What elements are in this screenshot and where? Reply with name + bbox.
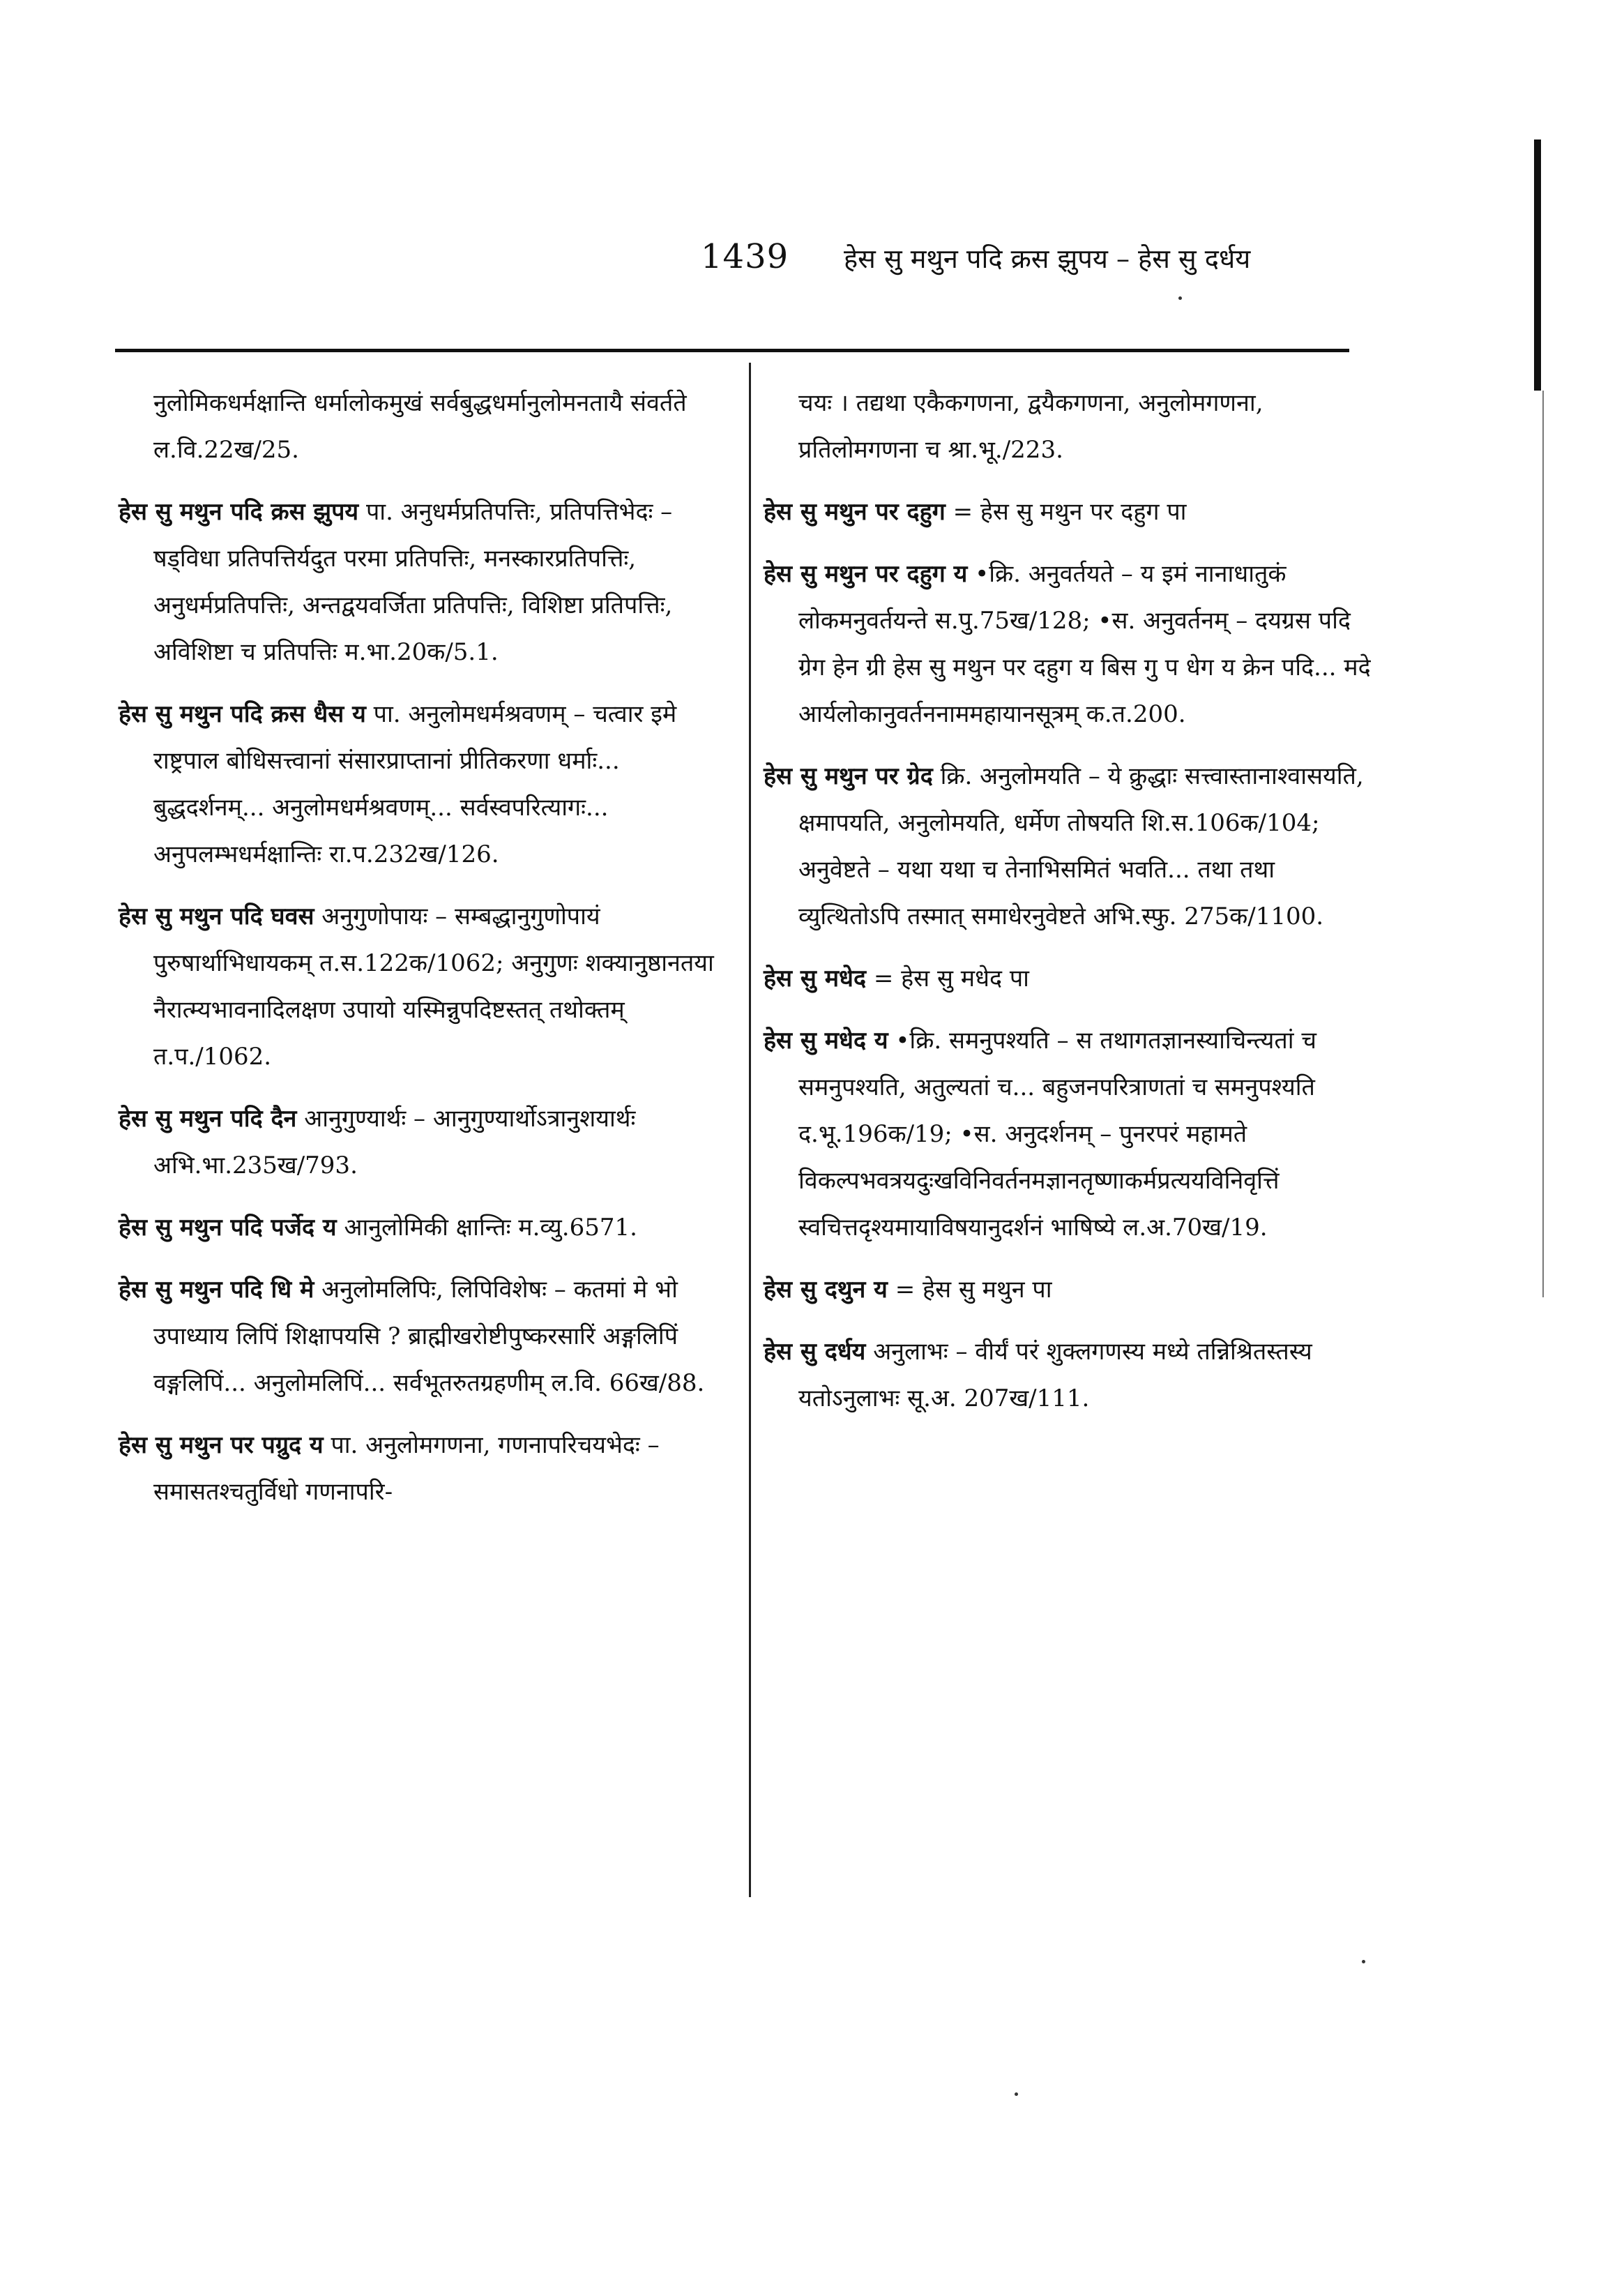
- dictionary-entry: [119, 1096, 732, 1189]
- entry-text: चयः । तद्यथा एकैकगणना, द्वयैकगणना, अनुलोमगणना, प्रतिलोमगणना च श्रा.भू./223.: [798, 389, 1263, 464]
- page-number: 1439: [701, 237, 789, 276]
- header-rule: [115, 349, 1349, 352]
- headword: हेस सु दथुन य: [764, 1276, 888, 1304]
- entry-text: अनुलोमलिपिः, लिपिविशेषः – कतमां मे भो उपाध्याय लिपिं शिक्षापयसि ? ब्राह्मीखरोष्टीपुष्करसारिं अङ्गलिपिं वङ्गलिपिं... अनुलोमलिपिं... सर्वभूतरुतग्रहणीम् ल.वि. 66ख/88.: [153, 1276, 705, 1397]
- dictionary-entry: [764, 380, 1377, 474]
- headword: हेस सु मथुन पर दहुग य: [764, 560, 968, 588]
- headword: हेस सु मथुन पदि पर्जेद य: [119, 1214, 337, 1242]
- headword: हेस सु मथुन पदि घवस: [119, 903, 314, 930]
- column-divider: [749, 363, 751, 1897]
- headword: हेस सु मथुन पर पग्रुद य: [119, 1431, 324, 1459]
- headword: हेस सु मधेद य: [764, 1027, 888, 1055]
- dictionary-entry: [764, 956, 1377, 1002]
- running-head: हेस सु मथुन पदि क्रस झुपय – हेस सु दर्धय: [844, 243, 1251, 274]
- dictionary-entry: [764, 753, 1377, 940]
- entry-text: = हेस सु मथुन पर दहुग पा: [953, 498, 1187, 526]
- entry-text: = हेस सु मथुन पा: [895, 1276, 1052, 1304]
- entry-text: •क्रि. अनुवर्तयते – य इमं नानाधातुकं लोकमनुवर्तयन्ते स.पु.75ख/128; •स. अनुवर्तनम् – दयग्रस पदि ग्रेग हेन ग्री हेस सु मथुन पर दहुग य बिस गु प धेग य क्रेन पदि... मदे आर्यलोकानुवर्तननाममहायानसूत्रम् क.त.200.: [798, 560, 1371, 728]
- scan-speck: [1362, 1960, 1365, 1963]
- dictionary-entry: [764, 489, 1377, 536]
- headword: हेस सु मथुन पदि क्रस धैस य: [119, 700, 366, 728]
- scan-edge-line: [1542, 391, 1544, 1297]
- entry-text: नुलोमिकधर्मक्षान्ति धर्मालोकमुखं सर्वबुद्धधर्मानुलोमनतायै संवर्तते ल.वि.22ख/25.: [153, 389, 687, 464]
- headword: हेस सु दर्धय: [764, 1338, 866, 1366]
- headword: हेस सु मथुन पदि दैन: [119, 1105, 297, 1133]
- dictionary-entry: [119, 380, 732, 474]
- page-header: [0, 237, 1624, 293]
- dictionary-entry: [119, 489, 732, 676]
- scan-speck: [1178, 296, 1182, 300]
- dictionary-entry: [119, 1205, 732, 1251]
- headword: हेस सु मधेद: [764, 965, 866, 993]
- dictionary-entry: [764, 1018, 1377, 1251]
- headword: हेस सु मथुन पदि क्रस झुपय: [119, 498, 359, 526]
- headword: हेस सु मथुन पदि धि मे: [119, 1276, 314, 1304]
- dictionary-entry: [119, 691, 732, 878]
- entry-text: अनुलाभः – वीर्यं परं शुक्लगणस्य मध्ये तन्निश्रितस्तस्य यतोऽनुलाभः सू.अ. 207ख/111.: [798, 1338, 1312, 1412]
- entry-text: आनुगुण्यार्थः – आनुगुण्यार्थोऽत्रानुशयार्थः अभि.भा.235ख/793.: [153, 1105, 636, 1179]
- dictionary-entry: [119, 1422, 732, 1516]
- headword: हेस सु मथुन पर ग्रेद: [764, 762, 933, 790]
- dictionary-entry: [764, 551, 1377, 738]
- right-column: [764, 380, 1377, 1437]
- dictionary-entry: [764, 1329, 1377, 1422]
- entry-text: = हेस सु मधेद पा: [873, 965, 1029, 993]
- entry-text: पा. अनुलोमधर्मश्रवणम् – चत्वार इमे राष्ट्रपाल बोधिसत्त्वानां संसारप्राप्तानां प्रीतिकरणा धर्माः... बुद्धदर्शनम्... अनुलोमधर्मश्रवणम्... सर्वस्वपरित्यागः... अनुपलम्भधर्मक्षान्तिः रा.प.232ख/126.: [153, 700, 677, 868]
- entry-text: क्रि. अनुलोमयति – ये क्रुद्धाः सत्त्वास्तानाश्वासयति, क्षमापयति, अनुलोमयति, धर्मेण तोषयति शि.स.106क/104; अनुवेष्टते – यथा यथा च तेनाभिसमितं भवति... तथा तथा व्युत्थितोऽपि तस्मात् समाधेरनुवेष्टते अभि.स्फु. 275क/1100.: [798, 762, 1364, 930]
- dictionary-entry: [119, 1267, 732, 1407]
- entry-text: अनुगुणोपायः – सम्बद्धानुगुणोपायं पुरुषार्थाभिधायकम् त.स.122क/1062; अनुगुणः शक्यानुष्ठानतया नैरात्म्यभावनादिलक्षण उपायो यस्मिन्नुपदिष्टस्तत् तथोक्तम् त.प./1062.: [153, 903, 714, 1071]
- dictionary-entry: [764, 1267, 1377, 1313]
- entry-text: पा. अनुधर्मप्रतिपत्तिः, प्रतिपत्तिभेदः – षड्विधा प्रतिपत्तिर्यदुत परमा प्रतिपत्तिः, मनस्कारप्रतिपत्तिः, अनुधर्मप्रतिपत्तिः, अन्तद्वयवर्जिता प्रतिपत्तिः, विशिष्टा प्रतिपत्तिः, अविशिष्टा च प्रतिपत्तिः म.भा.20क/5.1.: [153, 498, 673, 666]
- entry-text: पा. अनुलोमगणना, गणनापरिचयभेदः – समासतश्चतुर्विधो गणनापरि-: [153, 1431, 660, 1506]
- entry-text: आनुलोमिकी क्षान्तिः म.व्यु.6571.: [344, 1214, 637, 1242]
- entry-text: •क्रि. समनुपश्यति – स तथागतज्ञानस्याचिन्त्यतां च समनुपश्यति, अतुल्यतां च... बहुजनपरित्राणतां च समनुपश्यति द.भू.196क/19; •स. अनुदर्शनम् – पुनरपरं महामते विकल्पभवत्रयदुःखविनिवर्तनमज्ञानतृष्णाकर्मप्रत्ययविनिवृत्तिं स्वचित्तदृश्यमायाविषयानुदर्शनं भाषिष्ये ल.अ.70ख/19.: [798, 1027, 1316, 1242]
- scan-speck: [1015, 2092, 1018, 2096]
- left-column: [119, 380, 732, 1531]
- headword: हेस सु मथुन पर दहुग: [764, 498, 946, 526]
- dictionary-entry: [119, 893, 732, 1080]
